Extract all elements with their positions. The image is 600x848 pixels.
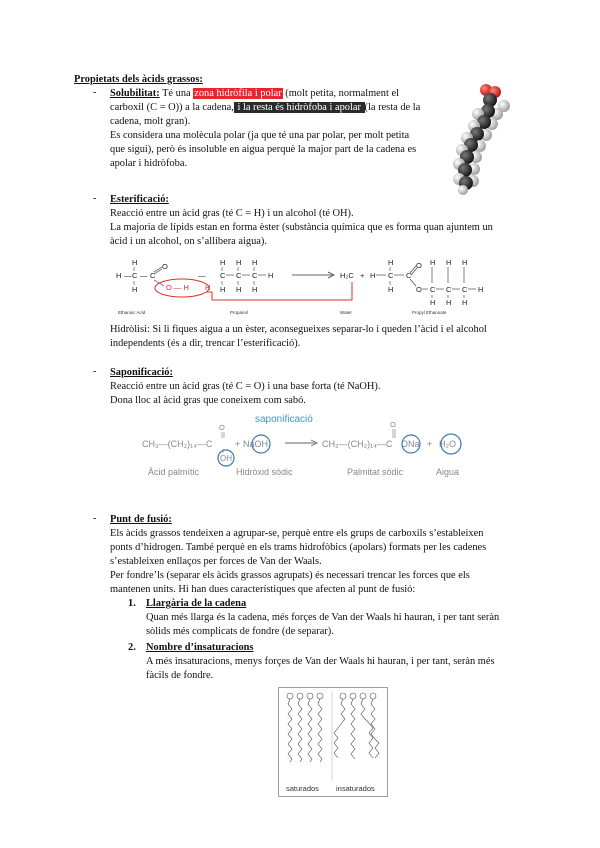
plus-sign: +	[235, 439, 241, 449]
formula-naoh: NaOH	[243, 439, 269, 449]
hidrolisi-line2: independents (és a dir, trencar l’esterificació).	[110, 338, 301, 349]
esterificacio-heading: Esterificació:	[110, 194, 169, 205]
section-title: Propietats dels àcids grassos:	[74, 74, 203, 85]
label-insaturados: insaturados	[336, 784, 375, 793]
punt-fusio-line4: Per fondre’ls (separar els àcids grassos agrupats) és necessari trencar les forces que els	[110, 570, 470, 581]
atom-c: C	[446, 285, 452, 294]
water-formula: H₂C	[340, 271, 354, 280]
hidrolisi-line1: Hidròlisi: Si li fiques aigua a un èster, aconsegueixes separar-lo i queden l’àcid i el alcohol	[110, 324, 487, 335]
bullet-dash: -	[93, 366, 97, 377]
fatty-acid-molecule-image	[450, 80, 530, 195]
atom-o: O	[390, 420, 396, 429]
saponificacio-heading: Saponificació:	[110, 367, 173, 378]
solubilitat-line5: que sigui), però és insoluble en aigua perquè la major part de la cadena es	[110, 144, 417, 155]
plus-sign: —	[198, 271, 206, 280]
atom-h: H	[388, 285, 394, 294]
formula-water: H₂O	[439, 439, 456, 449]
atom-h: H	[236, 258, 242, 267]
item2-title: Nombre d’insaturacions	[146, 642, 254, 653]
punt-fusio-line1: Els àcids grassos tendeixen a agrupar-se, perquè entre els grups de carboxils s’estableixen	[110, 528, 484, 539]
atom-h: H	[252, 258, 258, 267]
atom-c: C	[132, 271, 138, 280]
solubilitat-heading: Solubilitat:	[110, 88, 160, 99]
label-hidroxid-sodic: Hidròxid sòdic	[236, 467, 293, 477]
formula-palmitate: CH₃—(CH₂)₁₄—C	[322, 439, 393, 449]
solubilitat-line6: apolar i hidròfoba.	[110, 158, 188, 169]
bullet-dash: -	[93, 193, 97, 204]
atom-h: H	[236, 285, 242, 294]
atom-h: H	[132, 258, 138, 267]
label-acid-palmitic: Àcid palmític	[148, 467, 200, 477]
atom-c: C	[406, 271, 412, 280]
atom-h: H	[132, 285, 138, 294]
punt-fusio-line2: ponts d’hidrogen. També perquè en els trams hidrofòbics (apolars) formats per les cadenes	[110, 542, 487, 553]
punt-fusio-line3: s’estableixen enllaços per forces de Van der Waals.	[110, 556, 322, 567]
text-run: (la resta de la	[364, 102, 421, 113]
bond-dash: —	[140, 271, 148, 280]
saturated-unsaturated-figure	[278, 687, 388, 797]
saponification-diagram	[142, 410, 492, 482]
punt-fusio-line5: mantenen units. Hi han dues característiques que afecten al punt de fusió:	[110, 584, 416, 595]
label-palmitat-sodic: Palmitat sòdic	[347, 467, 404, 477]
item2-line2: fàcils de fondre.	[146, 670, 214, 681]
atom-c: C	[150, 271, 156, 280]
label-water: Water	[340, 310, 352, 315]
esterificacio-line3: àcid i un alcohol, on s’allibera aigua).	[110, 236, 267, 247]
highlight-hydrophobic: i la resta és hidròfoba i apolar	[234, 102, 364, 113]
solubilitat-line2	[110, 101, 420, 115]
text-run: (molt petita, normalment el	[282, 88, 399, 99]
atom-c: C	[462, 285, 468, 294]
item1-line2: sòlids més complicats de fondre (de separar).	[146, 626, 334, 637]
solubilitat-line1	[110, 87, 399, 101]
formula-ona: ONa	[401, 439, 420, 449]
atom-h: H	[220, 258, 226, 267]
atom-h: H	[446, 258, 452, 267]
atom-o: O	[416, 261, 422, 270]
atom-h: H	[388, 258, 394, 267]
saponification-title: saponificació	[255, 414, 313, 425]
punt-fusio-heading: Punt de fusió:	[110, 514, 172, 525]
item1-title: Llargària de la cadena	[146, 598, 247, 609]
atom-h: H	[252, 285, 258, 294]
label-propanol: Propanol	[230, 310, 249, 315]
formula-palmitic-acid: CH₃—(CH₂)₁₄—C	[142, 439, 213, 449]
esterificacio-line1: Reacció entre un àcid gras (té C = H) i un alcohol (té OH).	[110, 208, 354, 219]
label-saturados: saturados	[286, 784, 319, 793]
plus-sign: +	[360, 271, 365, 280]
solubilitat-line3: cadena, molt gran).	[110, 116, 191, 127]
saponificacio-line1: Reacció entre un àcid gras (té C = O) i una base forta (té NaOH).	[110, 381, 381, 392]
atom-h: H	[430, 298, 436, 307]
atom-h: H	[370, 271, 376, 280]
atom-h: H	[430, 258, 436, 267]
formula-oh: OH	[220, 454, 232, 463]
item1-line1: Quan més llarga és la cadena, més forçes de Van der Waals hi hauran, i per tant seràn	[146, 612, 500, 623]
bullet-dash: -	[93, 513, 97, 524]
label-aigua: Aigua	[436, 467, 460, 477]
bullet-dash: -	[93, 87, 97, 98]
oh-group: O — H	[166, 283, 189, 292]
plus-sign: +	[427, 439, 433, 449]
atom-c: C	[236, 271, 242, 280]
atom-c: C	[430, 285, 436, 294]
atom-h: H	[205, 283, 211, 292]
item2-line1: A més insaturacions, menys forçes de Van der Waals hi hauran, i per tant, seràn més	[146, 656, 495, 667]
esterification-diagram	[112, 252, 502, 320]
label-ethanoic-acid: Ethanoic Acid	[118, 310, 146, 315]
list-number-2: 2.	[128, 642, 136, 653]
atom-h: H	[462, 258, 468, 267]
atom-o: O	[162, 262, 168, 271]
atom-c: C	[220, 271, 226, 280]
atom-h: H	[446, 298, 452, 307]
label-propyl-ethanoate: Propyl Ethanoate	[412, 310, 447, 315]
text-run: Té una	[159, 88, 194, 99]
list-number-1: 1.	[128, 598, 136, 609]
saponificacio-line2: Dona lloc al àcid gras que coneixem com sabó.	[110, 395, 306, 406]
atom-o: O	[416, 285, 422, 294]
bond-dash: —	[124, 271, 132, 280]
atom-o: O	[219, 423, 225, 432]
atom-c: C	[252, 271, 258, 280]
atom-c: C	[388, 271, 394, 280]
atom-h: H	[268, 271, 274, 280]
atom-h: H	[462, 298, 468, 307]
text-run: carboxil (C = O)) a la cadena,	[110, 102, 234, 113]
atom-h: H	[220, 285, 226, 294]
solubilitat-line4: Es considera una molècula polar (ja que té una par polar, per molt petita	[110, 130, 410, 141]
atom-h: H	[478, 285, 484, 294]
atom-h: H	[116, 271, 122, 280]
esterificacio-line2: La majoria de lípids estan en forma èster (substància química que es forma quan ajuntem un	[110, 222, 493, 233]
highlight-hydrophilic: zona hidròfila i polar	[194, 88, 282, 99]
